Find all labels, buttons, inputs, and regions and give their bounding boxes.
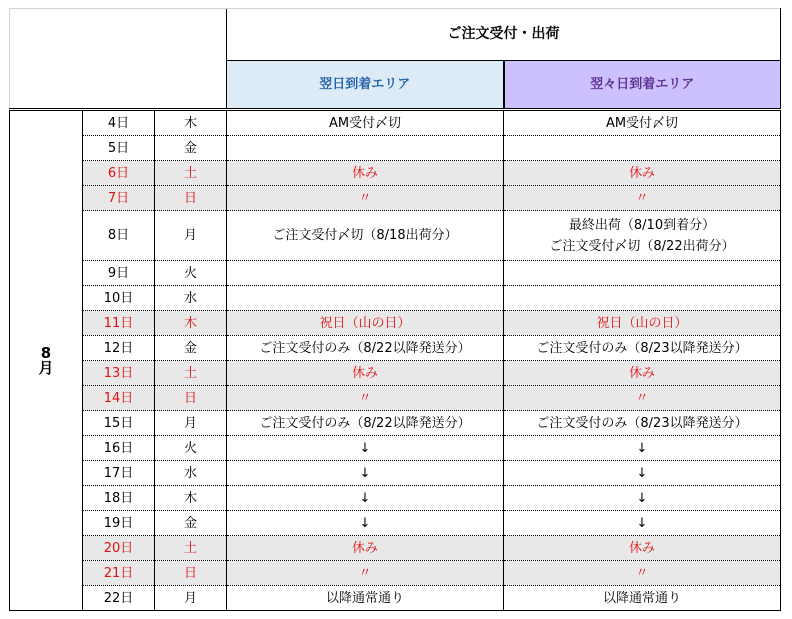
header-blank-cell (10, 9, 227, 110)
table-row (10, 211, 781, 261)
date-cell: 13日 (83, 361, 155, 386)
day-after-area-cell (504, 336, 781, 361)
table-row (10, 261, 781, 286)
table-row (10, 486, 781, 511)
day-after-area-cell (504, 211, 781, 261)
header-next-day-area: 翌日到着エリア (227, 61, 504, 110)
date-cell: 6日 (83, 161, 155, 186)
next-day-area-cell: ご注文受付のみ（8/22以降発送分） (227, 411, 504, 436)
day-after-area-cell (504, 286, 781, 311)
day-after-area-text: 以降通常通り (602, 590, 681, 606)
day-after-area-cell (504, 261, 781, 286)
month-label: 8 月 (10, 110, 83, 611)
day-after-area-text: ↓ (636, 440, 648, 456)
date-cell: 20日 (83, 536, 155, 561)
next-day-area-cell (227, 261, 504, 286)
day-after-area-cell (504, 361, 781, 386)
table-row (10, 311, 781, 336)
header-row-main (10, 9, 781, 61)
day-after-area-text: 最終出荷（8/10到着分） (568, 217, 716, 233)
table-row (10, 436, 781, 461)
day-after-area-text: ご注文受付のみ（8/23以降発送分） (536, 340, 748, 356)
day-after-area-cell (504, 386, 781, 411)
next-day-area-cell: 〃 (227, 561, 504, 586)
day-after-area-cell (504, 411, 781, 436)
next-day-area-cell: ↓ (227, 486, 504, 511)
day-after-area-cell (504, 136, 781, 161)
day-after-area-text: ↓ (636, 490, 648, 506)
day-after-area-text: ↓ (636, 465, 648, 481)
day-after-area-text: 休み (628, 540, 655, 556)
next-day-area-cell: 休み (227, 161, 504, 186)
shipping-schedule-table (9, 8, 781, 611)
day-after-area-text: ↓ (636, 515, 648, 531)
table-row (10, 461, 781, 486)
date-cell: 7日 (83, 186, 155, 211)
weekday-cell: 水 (155, 286, 227, 311)
table-row (10, 336, 781, 361)
weekday-cell: 月 (155, 211, 227, 261)
day-after-area-cell (504, 536, 781, 561)
table-row (10, 411, 781, 436)
table-row (10, 586, 781, 611)
weekday-cell: 木 (155, 110, 227, 136)
weekday-cell: 日 (155, 186, 227, 211)
table-row (10, 136, 781, 161)
weekday-cell: 金 (155, 136, 227, 161)
date-cell: 19日 (83, 511, 155, 536)
weekday-cell: 土 (155, 361, 227, 386)
weekday-cell: 土 (155, 536, 227, 561)
next-day-area-cell: 〃 (227, 386, 504, 411)
weekday-cell: 日 (155, 386, 227, 411)
day-after-area-text: ご注文受付のみ（8/23以降発送分） (536, 415, 748, 431)
day-after-area-cell (504, 110, 781, 136)
date-cell: 11日 (83, 311, 155, 336)
table-row (10, 110, 781, 136)
date-cell: 14日 (83, 386, 155, 411)
date-cell: 22日 (83, 586, 155, 611)
header-main-title: ご注文受付・出荷 (227, 9, 781, 61)
weekday-cell: 土 (155, 161, 227, 186)
day-after-area-cell (504, 586, 781, 611)
date-cell: 5日 (83, 136, 155, 161)
date-cell: 18日 (83, 486, 155, 511)
next-day-area-cell: ↓ (227, 511, 504, 536)
day-after-area-cell (504, 186, 781, 211)
day-after-area-cell (504, 561, 781, 586)
date-cell: 21日 (83, 561, 155, 586)
table-row (10, 561, 781, 586)
day-after-area-text: 〃 (635, 190, 649, 206)
table-row (10, 286, 781, 311)
date-cell: 12日 (83, 336, 155, 361)
header-day-after-area: 翌々日到着エリア (504, 61, 781, 110)
weekday-cell: 水 (155, 461, 227, 486)
weekday-cell: 月 (155, 411, 227, 436)
next-day-area-cell: AM受付〆切 (227, 110, 504, 136)
next-day-area-cell: ↓ (227, 461, 504, 486)
day-after-area-text-line2: ご注文受付〆切（8/22出荷分） (549, 238, 735, 254)
weekday-cell: 火 (155, 436, 227, 461)
next-day-area-cell (227, 286, 504, 311)
next-day-area-cell: 〃 (227, 186, 504, 211)
date-cell: 15日 (83, 411, 155, 436)
weekday-cell: 金 (155, 336, 227, 361)
date-cell: 9日 (83, 261, 155, 286)
weekday-cell: 木 (155, 486, 227, 511)
weekday-cell: 月 (155, 586, 227, 611)
table-row (10, 361, 781, 386)
next-day-area-cell: ↓ (227, 436, 504, 461)
weekday-cell: 金 (155, 511, 227, 536)
next-day-area-cell: 休み (227, 361, 504, 386)
day-after-area-text: 〃 (635, 565, 649, 581)
table-row (10, 511, 781, 536)
next-day-area-cell: 以降通常通り (227, 586, 504, 611)
date-cell: 8日 (83, 211, 155, 261)
date-cell: 16日 (83, 436, 155, 461)
table-row (10, 536, 781, 561)
day-after-area-text: 〃 (635, 390, 649, 406)
day-after-area-cell (504, 161, 781, 186)
table-row (10, 161, 781, 186)
weekday-cell: 日 (155, 561, 227, 586)
date-cell: 10日 (83, 286, 155, 311)
next-day-area-cell (227, 136, 504, 161)
weekday-cell: 木 (155, 311, 227, 336)
date-cell: 17日 (83, 461, 155, 486)
date-cell: 4日 (83, 110, 155, 136)
day-after-area-cell (504, 486, 781, 511)
day-after-area-text: 休み (628, 365, 655, 381)
next-day-area-cell: ご注文受付のみ（8/22以降発送分） (227, 336, 504, 361)
weekday-cell: 火 (155, 261, 227, 286)
day-after-area-text: 休み (628, 165, 655, 181)
next-day-area-cell: ご注文受付〆切（8/18出荷分） (227, 211, 504, 261)
day-after-area-cell (504, 461, 781, 486)
day-after-area-cell (504, 436, 781, 461)
table-row (10, 186, 781, 211)
next-day-area-cell: 祝日（山の日） (227, 311, 504, 336)
day-after-area-cell (504, 511, 781, 536)
day-after-area-cell (504, 311, 781, 336)
day-after-area-text: AM受付〆切 (605, 115, 679, 131)
table-row (10, 386, 781, 411)
next-day-area-cell: 休み (227, 536, 504, 561)
day-after-area-text: 祝日（山の日） (596, 315, 688, 331)
